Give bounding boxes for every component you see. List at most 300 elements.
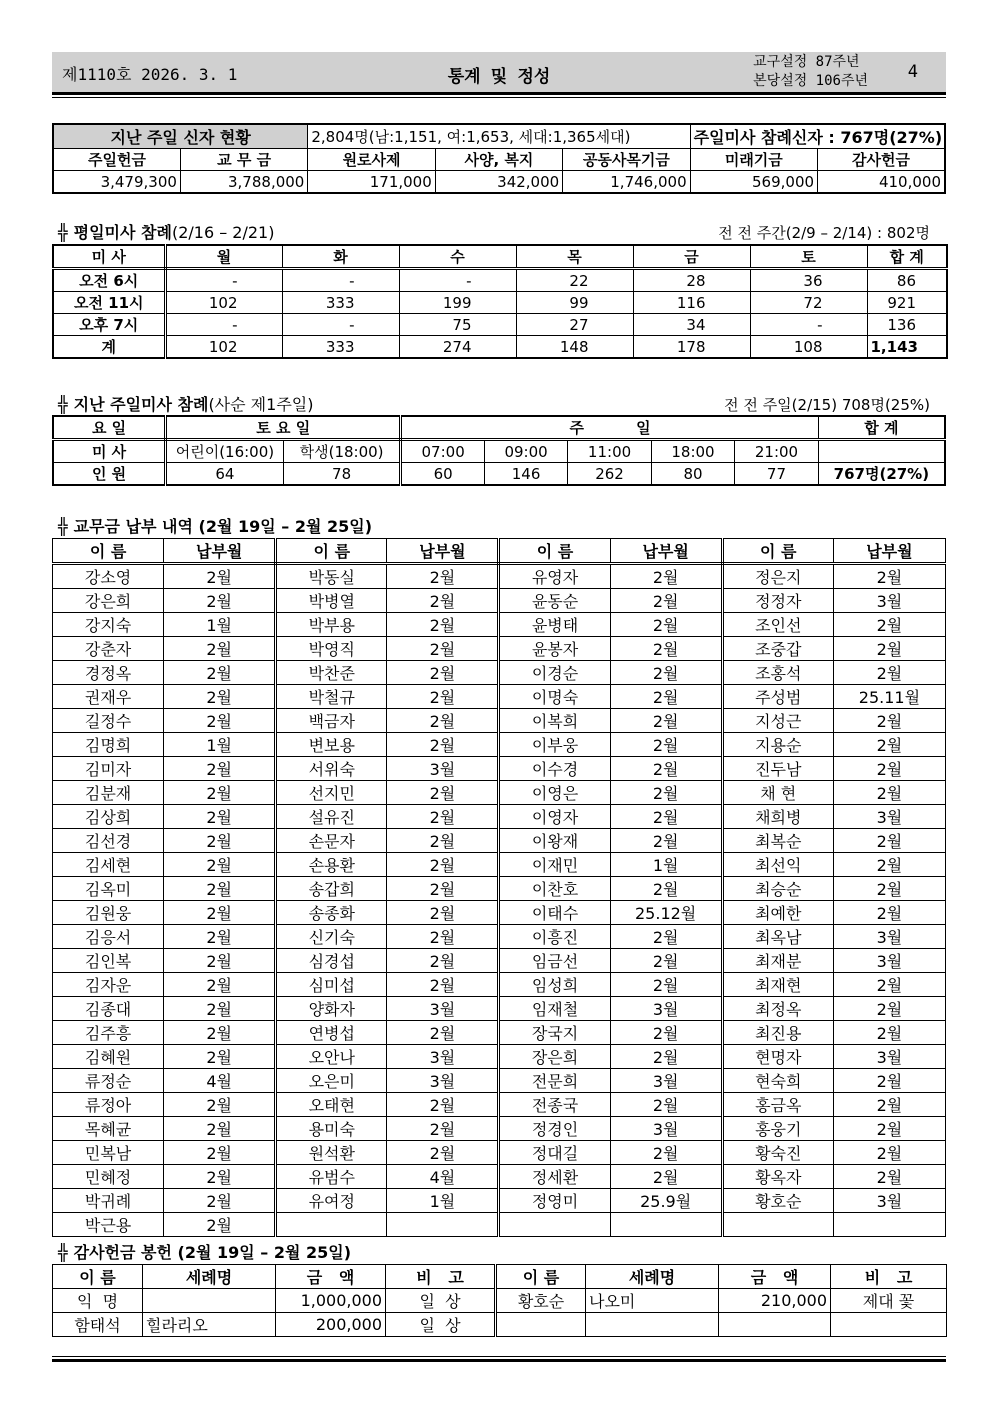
member-name: [722, 1213, 833, 1237]
member-name: 길정수: [53, 709, 164, 733]
paid-month: 2월: [387, 564, 499, 589]
paid-month: 2월: [164, 1165, 276, 1189]
paid-month: 2월: [833, 901, 945, 925]
paid-month: 3월: [833, 949, 945, 973]
member-name: 유여정: [276, 1189, 387, 1213]
weekday-value: 148: [516, 336, 633, 359]
paid-month: 2월: [164, 757, 276, 781]
member-name: 최정옥: [722, 997, 833, 1021]
paid-month: 2월: [164, 709, 276, 733]
sunday-group: 주 일: [401, 416, 818, 440]
paid-month: 2월: [833, 1093, 945, 1117]
dues-row: [53, 997, 946, 1021]
member-name: 장국지: [499, 1021, 610, 1045]
sunday-total: 767명(27%): [818, 463, 945, 486]
member-name: 김원웅: [53, 901, 164, 925]
paid-month: 25.12월: [610, 901, 722, 925]
weekday-value: -: [750, 314, 867, 336]
paid-month: 1월: [164, 733, 276, 757]
member-name: 이영은: [499, 781, 610, 805]
paid-month: [610, 1213, 722, 1237]
paid-month: 2월: [387, 805, 499, 829]
weekday-header: 수: [399, 245, 516, 269]
member-name: 박병열: [276, 589, 387, 613]
paid-month: 3월: [833, 589, 945, 613]
dues-row: [53, 949, 946, 973]
paid-month: 4월: [387, 1165, 499, 1189]
dues-row: [53, 1117, 946, 1141]
member-name: 김미자: [53, 757, 164, 781]
member-name: 서위숙: [276, 757, 387, 781]
weekday-value: 99: [516, 292, 633, 314]
dues-row: [53, 829, 946, 853]
weekday-value: 333: [282, 336, 399, 359]
stats-label: 지난 주일 신자 현황: [53, 124, 308, 149]
member-name: 이흥진: [499, 925, 610, 949]
weekday-header: 월: [165, 245, 282, 269]
paid-month: 2월: [833, 973, 945, 997]
offering-header-row: [53, 149, 945, 171]
baptismal-name: 나오미: [586, 1289, 719, 1313]
header-rule: [52, 92, 946, 95]
dues-row: [53, 1165, 946, 1189]
member-name: 강지숙: [53, 613, 164, 637]
cross-glyph-icon: ╬: [58, 395, 68, 414]
dues-header-name: 이 름: [722, 539, 833, 564]
paid-month: 2월: [387, 829, 499, 853]
empty-cell: [818, 440, 945, 463]
member-name: 김상희: [53, 805, 164, 829]
weekday-row: [53, 314, 947, 336]
paid-month: 2월: [164, 1045, 276, 1069]
anniversary: [753, 53, 868, 91]
paid-month: 2월: [164, 1117, 276, 1141]
member-name: 최옥남: [722, 925, 833, 949]
weekday-value: 178: [633, 336, 750, 359]
paid-month: 2월: [833, 781, 945, 805]
paid-month: 3월: [387, 757, 499, 781]
dues-row: [53, 564, 946, 589]
paid-month: 2월: [164, 685, 276, 709]
thanks-row: [53, 1289, 947, 1313]
paid-month: 2월: [387, 1141, 499, 1165]
member-name: 진두남: [722, 757, 833, 781]
sunday-attendance: 주일미사 참례신자 : 767명(27%): [690, 124, 945, 149]
dues-row: [53, 1213, 946, 1237]
weekday-value: 116: [633, 292, 750, 314]
weekday-value: 199: [399, 292, 516, 314]
weekday-value: 75: [399, 314, 516, 336]
paid-month: 2월: [164, 973, 276, 997]
weekday-value: -: [165, 314, 282, 336]
member-name: 이수경: [499, 757, 610, 781]
member-name: 주성범: [722, 685, 833, 709]
paid-month: 2월: [387, 637, 499, 661]
member-name: 이경순: [499, 661, 610, 685]
member-name: 홍웅기: [722, 1117, 833, 1141]
offering-values-row: [53, 171, 945, 194]
weekday-value: 921: [867, 292, 947, 314]
paid-month: 2월: [387, 589, 499, 613]
mass-time: 11:00: [568, 440, 651, 463]
footer-rule-thin: [52, 1356, 946, 1357]
member-name: 심경섭: [276, 949, 387, 973]
paid-month: 4월: [164, 1069, 276, 1093]
member-name: 권재우: [53, 685, 164, 709]
member-name: 강춘자: [53, 637, 164, 661]
weekday-value: 28: [633, 269, 750, 292]
member-name: 박부용: [276, 613, 387, 637]
day-row: [53, 416, 945, 440]
paid-month: 2월: [387, 781, 499, 805]
paid-month: 2월: [610, 829, 722, 853]
member-name: 이재민: [499, 853, 610, 877]
paid-month: 2월: [610, 1045, 722, 1069]
mass-count: 262: [568, 463, 651, 486]
paid-month: 2월: [610, 925, 722, 949]
saturday-group: 토 요 일: [166, 416, 401, 440]
member-name: 신기숙: [276, 925, 387, 949]
member-name: 손용환: [276, 853, 387, 877]
thanks-title: ╬ 감사헌금 봉헌 (2월 19일 – 2월 25일): [58, 1243, 352, 1262]
member-name: 정대길: [499, 1141, 610, 1165]
member-name: 박영직: [276, 637, 387, 661]
thanks-header: 이 름: [53, 1265, 143, 1289]
paid-month: 2월: [387, 853, 499, 877]
paid-month: 2월: [387, 733, 499, 757]
member-name: 전종국: [499, 1093, 610, 1117]
paid-month: 2월: [387, 901, 499, 925]
amount: 210,000: [719, 1289, 831, 1313]
paid-month: 2월: [387, 661, 499, 685]
page-header: [52, 52, 946, 92]
dues-header-month: 납부월: [833, 539, 945, 564]
paid-month: 2월: [610, 805, 722, 829]
member-name: 최재분: [722, 949, 833, 973]
cross-glyph-icon: ╬: [58, 223, 68, 242]
weekday-header: 목: [516, 245, 633, 269]
row-label-day: 요 일: [53, 416, 166, 440]
member-name: 황옥자: [722, 1165, 833, 1189]
paid-month: 2월: [164, 1213, 276, 1237]
paid-month: 3월: [610, 997, 722, 1021]
paid-month: 2월: [387, 973, 499, 997]
member-name: 윤동순: [499, 589, 610, 613]
member-name: 김혜원: [53, 1045, 164, 1069]
paid-month: 2월: [833, 829, 945, 853]
mass-time: 학생(18:00): [283, 440, 401, 463]
member-name: 이왕재: [499, 829, 610, 853]
member-name: 김자운: [53, 973, 164, 997]
paid-month: 2월: [610, 877, 722, 901]
member-name: 정영미: [499, 1189, 610, 1213]
paid-month: 2월: [833, 637, 945, 661]
member-name: 선지민: [276, 781, 387, 805]
member-name: 황숙진: [722, 1141, 833, 1165]
member-name: 강소영: [53, 564, 164, 589]
member-name: 이태수: [499, 901, 610, 925]
paid-month: 2월: [610, 637, 722, 661]
offering-header: 주일헌금: [53, 149, 180, 171]
paid-month: 2월: [387, 877, 499, 901]
paid-month: 2월: [833, 613, 945, 637]
weekday-row-label: 오전 11시: [53, 292, 165, 314]
parish-anniversary: 본당설정 106주년: [753, 73, 868, 89]
weekday-header-row: [53, 245, 947, 269]
sunday-mass-table: [52, 415, 946, 486]
paid-month: 2월: [387, 925, 499, 949]
weekday-row-label: 오전 6시: [53, 269, 165, 292]
page-title: 통계 및 정성: [447, 67, 551, 87]
member-name: 박찬준: [276, 661, 387, 685]
mass-time: 09:00: [484, 440, 567, 463]
weekday-header: 토: [750, 245, 867, 269]
dues-row: [53, 613, 946, 637]
weekday-value: -: [282, 269, 399, 292]
paid-month: 2월: [833, 709, 945, 733]
paid-month: 2월: [164, 829, 276, 853]
paid-month: 2월: [164, 1141, 276, 1165]
parish-stats-table: [52, 123, 946, 194]
member-name: 민복남: [53, 1141, 164, 1165]
member-name: 변보용: [276, 733, 387, 757]
member-name: 김명희: [53, 733, 164, 757]
paid-month: 2월: [610, 613, 722, 637]
paid-month: 2월: [833, 733, 945, 757]
member-name: 김응서: [53, 925, 164, 949]
mass-time: 21:00: [735, 440, 819, 463]
dues-row: [53, 709, 946, 733]
mass-count: 80: [651, 463, 734, 486]
member-name: 임금선: [499, 949, 610, 973]
member-name: 지성근: [722, 709, 833, 733]
dues-row: [53, 877, 946, 901]
member-name: 양화자: [276, 997, 387, 1021]
weekday-value: 102: [165, 292, 282, 314]
member-name: 박귀례: [53, 1189, 164, 1213]
mass-count: 77: [735, 463, 819, 486]
weekday-mass-table: [52, 244, 948, 359]
weekday-row: [53, 292, 947, 314]
weekday-row-label: 계: [53, 336, 165, 359]
donor-name: 익 명: [53, 1289, 143, 1313]
paid-month: 3월: [387, 1045, 499, 1069]
member-name: 이명숙: [499, 685, 610, 709]
mass-time: 어린이(16:00): [166, 440, 284, 463]
offering-header: 교 무 금: [180, 149, 307, 171]
thanks-header: 세례명: [586, 1265, 719, 1289]
paid-month: 3월: [833, 1045, 945, 1069]
dues-row: [53, 661, 946, 685]
thanks-row: [53, 1313, 947, 1337]
paid-month: 2월: [833, 853, 945, 877]
member-name: 윤병태: [499, 613, 610, 637]
member-name: 오태현: [276, 1093, 387, 1117]
paid-month: 2월: [610, 781, 722, 805]
stats-summary-row: [53, 124, 945, 149]
offering-header: 원로사제: [308, 149, 435, 171]
paid-month: [833, 1213, 945, 1237]
member-name: 채희병: [722, 805, 833, 829]
paid-month: 3월: [833, 805, 945, 829]
paid-month: 2월: [387, 685, 499, 709]
paid-month: 2월: [164, 661, 276, 685]
member-name: 정정자: [722, 589, 833, 613]
dues-row: [53, 637, 946, 661]
weekday-row: [53, 336, 947, 359]
member-name: 현명자: [722, 1045, 833, 1069]
sunday-mass-title: ╬ 지난 주일미사 참례(사순 제1주일): [58, 395, 314, 414]
member-name: 이영자: [499, 805, 610, 829]
thanks-header: 비 고: [386, 1265, 496, 1289]
member-name: 용미숙: [276, 1117, 387, 1141]
mass-time: 07:00: [401, 440, 484, 463]
paid-month: 1월: [387, 1189, 499, 1213]
mass-count: 78: [283, 463, 401, 486]
amount: 200,000: [276, 1313, 386, 1337]
member-name: 설유진: [276, 805, 387, 829]
member-name: 백금자: [276, 709, 387, 733]
weekday-value: 72: [750, 292, 867, 314]
thanks-header: 금 액: [276, 1265, 386, 1289]
thanks-header: 비 고: [831, 1265, 947, 1289]
amount: [719, 1313, 831, 1337]
weekday-value: 274: [399, 336, 516, 359]
member-name: 이찬호: [499, 877, 610, 901]
paid-month: 2월: [387, 1093, 499, 1117]
header-rule-thin: [52, 97, 946, 98]
stats-summary: 2,804명(남:1,151, 여:1,653, 세대:1,365세대): [308, 124, 690, 149]
dues-row: [53, 685, 946, 709]
paid-month: 2월: [833, 1141, 945, 1165]
member-name: 심미섭: [276, 973, 387, 997]
footer-rule: [52, 1359, 946, 1362]
member-name: 류정순: [53, 1069, 164, 1093]
paid-month: 2월: [833, 757, 945, 781]
donor-name: 황호순: [496, 1289, 586, 1313]
dues-header-month: 납부월: [164, 539, 276, 564]
note: 제대 꽃: [831, 1289, 947, 1313]
weekday-value: -: [165, 269, 282, 292]
member-name: 김선경: [53, 829, 164, 853]
member-name: 정은지: [722, 564, 833, 589]
dues-header-name: 이 름: [276, 539, 387, 564]
paid-month: 2월: [387, 949, 499, 973]
member-name: [276, 1213, 387, 1237]
cross-glyph-icon: ╬: [58, 517, 68, 536]
member-name: 강은희: [53, 589, 164, 613]
paid-month: 2월: [164, 997, 276, 1021]
thanks-header: 이 름: [496, 1265, 586, 1289]
paid-month: 3월: [610, 1117, 722, 1141]
member-name: 윤봉자: [499, 637, 610, 661]
mass-time-row: [53, 440, 945, 463]
member-name: 박철규: [276, 685, 387, 709]
paid-month: 2월: [833, 1165, 945, 1189]
row-label-count: 인 원: [53, 463, 166, 486]
member-name: 송종화: [276, 901, 387, 925]
member-name: 최승순: [722, 877, 833, 901]
weekday-header: 화: [282, 245, 399, 269]
paid-month: 2월: [164, 1189, 276, 1213]
dues-header-row: [53, 539, 946, 564]
paid-month: 2월: [164, 589, 276, 613]
member-name: 황호순: [722, 1189, 833, 1213]
offering-header: 사양, 복지: [435, 149, 562, 171]
dues-row: [53, 781, 946, 805]
paid-month: 2월: [387, 1117, 499, 1141]
paid-month: 2월: [164, 949, 276, 973]
member-name: 조중갑: [722, 637, 833, 661]
member-name: 이부웅: [499, 733, 610, 757]
weekday-value: 1,143: [867, 336, 947, 359]
weekday-value: 102: [165, 336, 282, 359]
paid-month: 2월: [164, 1093, 276, 1117]
member-name: 지용순: [722, 733, 833, 757]
dues-row: [53, 757, 946, 781]
member-name: 김주흥: [53, 1021, 164, 1045]
weekday-row-label: 오후 7시: [53, 314, 165, 336]
offering-value: 3,788,000: [180, 171, 307, 194]
paid-month: 2월: [164, 805, 276, 829]
paid-month: 2월: [833, 1021, 945, 1045]
paid-month: 2월: [164, 853, 276, 877]
cross-glyph-icon: ╬: [58, 1243, 68, 1262]
offering-value: 569,000: [690, 171, 817, 194]
weekday-value: 27: [516, 314, 633, 336]
member-name: 손문자: [276, 829, 387, 853]
weekday-prev-week: 전 전 주간(2/9 – 2/14) : 802명: [718, 224, 930, 242]
offering-header: 공동사목기금: [563, 149, 690, 171]
member-name: 경정옥: [53, 661, 164, 685]
paid-month: 2월: [610, 757, 722, 781]
weekday-value: 108: [750, 336, 867, 359]
paid-month: 3월: [387, 1069, 499, 1093]
member-name: 김옥미: [53, 877, 164, 901]
paid-month: 2월: [164, 901, 276, 925]
paid-month: 3월: [610, 1069, 722, 1093]
paid-month: 3월: [833, 1189, 945, 1213]
paid-month: 2월: [164, 781, 276, 805]
member-name: 조인선: [722, 613, 833, 637]
paid-month: 2월: [164, 637, 276, 661]
member-name: 박근용: [53, 1213, 164, 1237]
mass-time: 18:00: [651, 440, 734, 463]
member-name: 오은미: [276, 1069, 387, 1093]
offering-value: 342,000: [435, 171, 562, 194]
offering-value: 3,479,300: [53, 171, 180, 194]
note: [831, 1313, 947, 1337]
weekday-value: 333: [282, 292, 399, 314]
note: 일 상: [386, 1289, 496, 1313]
offering-value: 410,000: [818, 171, 945, 194]
member-name: 현숙희: [722, 1069, 833, 1093]
donor-name: 함태석: [53, 1313, 143, 1337]
paid-month: 1월: [610, 853, 722, 877]
weekday-header: 금: [633, 245, 750, 269]
paid-month: 2월: [833, 997, 945, 1021]
paid-month: 2월: [610, 661, 722, 685]
mass-count: 60: [401, 463, 484, 486]
member-name: 김분재: [53, 781, 164, 805]
weekday-value: 136: [867, 314, 947, 336]
page-number: 4: [907, 62, 918, 82]
paid-month: 2월: [610, 1165, 722, 1189]
weekday-value: -: [399, 269, 516, 292]
weekday-value: 22: [516, 269, 633, 292]
member-name: 최선익: [722, 853, 833, 877]
offering-header: 감사헌금: [818, 149, 945, 171]
